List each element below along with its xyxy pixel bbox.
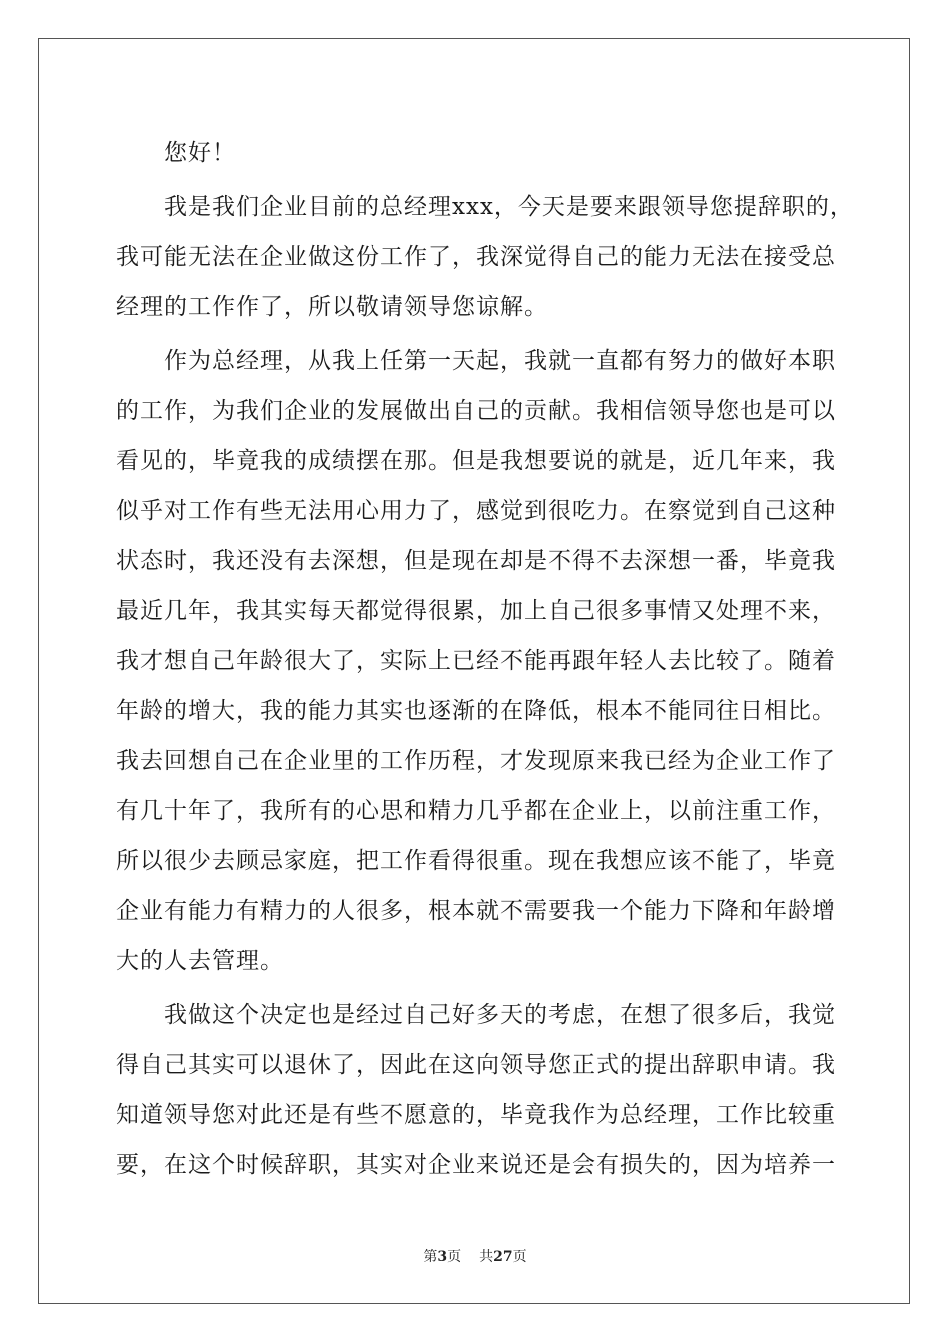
paragraph-line: 有几十年了，我所有的心思和精力几乎都在企业上，以前注重工作， — [116, 798, 836, 824]
paragraph-line: 我做这个决定也是经过自己好多天的考虑，在想了很多后，我觉 — [164, 1002, 836, 1028]
page-suffix: 页 — [447, 1249, 462, 1265]
paragraph-line: 似乎对工作有些无法用心用力了，感觉到很吃力。在察觉到自己这种 — [116, 498, 836, 524]
paragraph-line: 的工作，为我们企业的发展做出自己的贡献。我相信领导您也是可以 — [116, 398, 836, 424]
paragraph-line: 要，在这个时候辞职，其实对企业来说还是会有损失的，因为培养一 — [116, 1152, 836, 1178]
paragraph-line: 大的人去管理。 — [116, 948, 284, 974]
paragraph-line: 所以很少去顾忌家庭，把工作看得很重。现在我想应该不能了，毕竟 — [116, 848, 836, 874]
paragraph-line: 作为总经理，从我上任第一天起，我就一直都有努力的做好本职 — [164, 348, 836, 374]
paragraph-line: 企业有能力有精力的人很多，根本就不需要我一个能力下降和年龄增 — [116, 898, 836, 924]
page-footer — [0, 1246, 950, 1266]
paragraph-2 — [116, 336, 836, 986]
paragraph-line: 我可能无法在企业做这份工作了，我深觉得自己的能力无法在接受总 — [116, 244, 836, 270]
paragraph-line: 知道领导您对此还是有些不愿意的，毕竟我作为总经理，工作比较重 — [116, 1102, 836, 1128]
paragraph-line: 年龄的增大，我的能力其实也逐渐的在降低，根本不能同往日相比。 — [116, 698, 836, 724]
greeting: 您好！ — [164, 140, 236, 166]
paragraph-line: 我才想自己年龄很大了，实际上已经不能再跟年轻人去比较了。随着 — [116, 648, 836, 674]
total-page-number: 27 — [493, 1249, 513, 1265]
page-prefix: 第 — [423, 1249, 438, 1265]
paragraph-line: 我去回想自己在企业里的工作历程，才发现原来我已经为企业工作了 — [116, 748, 836, 774]
paragraph-line: 看见的，毕竟我的成绩摆在那。但是我想要说的就是，近几年来，我 — [116, 448, 836, 474]
total-suffix: 页 — [512, 1249, 527, 1265]
paragraph-line: 经理的工作作了，所以敬请领导您谅解。 — [116, 294, 548, 320]
paragraph-1 — [116, 182, 854, 332]
paragraph-line: 最近几年，我其实每天都觉得很累，加上自己很多事情又处理不来， — [116, 598, 836, 624]
paragraph-line: 得自己其实可以退休了，因此在这向领导您正式的提出辞职申请。我 — [116, 1052, 836, 1078]
paragraph-line: 我是我们企业目前的总经理xxx，今天是要来跟领导您提辞职的， — [164, 194, 854, 220]
paragraph-line: 状态时，我还没有去深想，但是现在却是不得不去深想一番，毕竟我 — [116, 548, 836, 574]
paragraph-3 — [116, 990, 836, 1190]
letter-body — [116, 128, 854, 1190]
total-prefix: 共 — [479, 1249, 494, 1265]
current-page-number: 3 — [437, 1249, 448, 1265]
